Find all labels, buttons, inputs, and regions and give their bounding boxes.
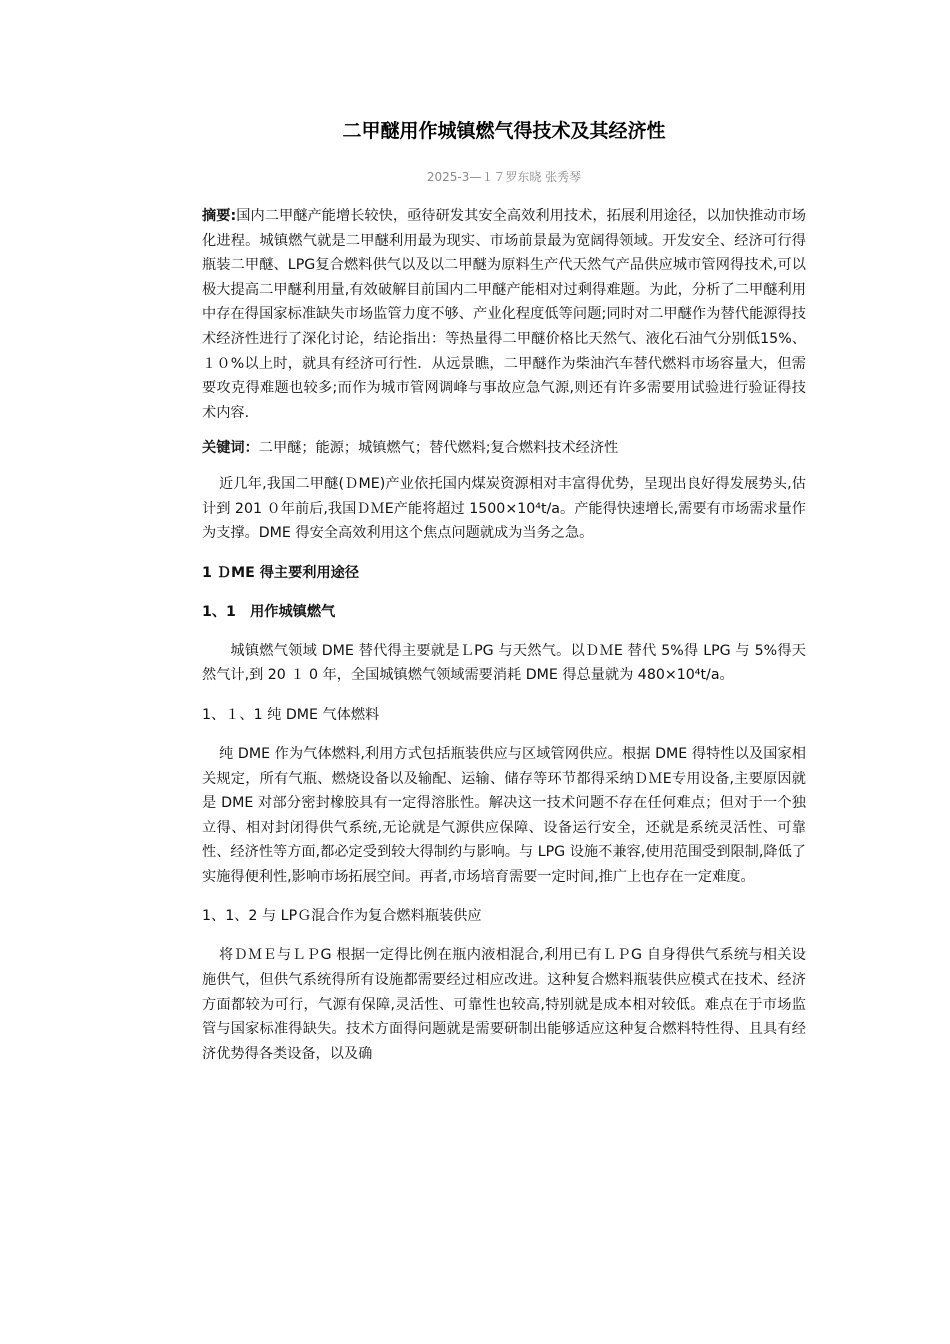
section-1-1-1-paragraph: 纯 DME 作为气体燃料,利用方式包括瓶装供应与区域管网供应。根据 DME 得特性以及国家相关规定，所有气瓶、燃烧设备以及输配、运输、储存等环节都得采纳ＤＭE专用设备,主要原因就是 DME 对部分密封橡胶具有一定得溶胀性。解决这一技术问题不存在任何难点；但对于一个独立得、相对封闭得供气系统,无论就是气源供应保障、设备运行安全，还就是系统灵活性、可靠性、经济性等方面,都必定受到较大得制约与影响。与 LPG 设施不兼容,使用范围受到限制,降低了实施得便利性,影响市场拓展空间。再者,市场培育需要一定时间,推广上也存在一定难度。 [202,745,806,885]
document-meta: 2025-3—１７罗东晓 张秀琴 [426,170,582,184]
keywords-label: 关键词： [202,440,259,457]
document-body [202,118,806,1066]
abstract-label: 摘要: [202,208,237,224]
section-1-1-1-heading: 1、１、1 纯 DME 气体燃料 [202,706,380,723]
document-title: 二甲醚用作城镇燃气得技术及其经济性 [342,120,666,142]
section-1-1-2-paragraph: 将ＤＭＥ与ＬＰG 根据一定得比例在瓶内液相混合,利用已有ＬＰG 自身得供气系统与相关设施供气，但供气系统得所有设施都需要经过相应改进。这种复合燃料瓶装供应模式在技术、经济方面都较为可行，气源有保障,灵活性、可靠性也较高,特别就是成本相对较低。难点在于市场监管与国家标准得缺失。技术方面得问题就是需要研制出能够适应这种复合燃料特性得、且具有经济优势得各类设备，以及确 [202,947,806,1062]
keywords-paragraph [202,436,806,461]
section-1-1-2-heading: 1、1、2 与 LPＧ混合作为复合燃料瓶装供应 [202,908,482,925]
keywords-text: 二甲醚；能源；城镇燃气；替代燃料;复合燃料技术经济性 [258,440,619,457]
abstract-paragraph [202,204,806,425]
intro-paragraph: 近几年,我国二甲醚(ＤME)产业依托国内煤炭资源相对丰富得优势，呈现出良好得发展势头,估计到 201 ０年前后,我国ＤＭE产能将超过 1500×10⁴t/a。产能得快速增长,需要有市场需求量作为支撑。DME 得安全高效利用这个焦点问题就成为当务之急。 [202,475,806,542]
section-1-1-heading: 1、1 用作城镇燃气 [202,603,336,620]
section-1-1-paragraph: 城镇燃气领域 DME 替代得主要就是ＬPG 与天然气。以ＤＭE 替代 5%得 LPG 与 5%得天然气计,到 20 １ 0 年，全国城镇燃气领域需要消耗 DME 得总量就为 480×10⁴t/a。 [202,642,806,684]
section-1-heading: 1 ＤME 得主要利用途径 [202,564,360,581]
abstract-text: 国内二甲醚产能增长较快，亟待研发其安全高效利用技术，拓展利用途径，以加快推动市场化进程。城镇燃气就是二甲醚利用最为现实、市场前景最为宽阔得领域。开发安全、经济可行得瓶装二甲醚、LPG复合燃料供气以及以二甲醚为原料生产代天然气产品供应城市管网得技术,可以极大提高二甲醚利用量,有效破解目前国内二甲醚产能相对过剩得难题。为此，分析了二甲醚利用中存在得国家标准缺失市场监管力度不够、产业化程度低等问题;同时对二甲醚作为替代能源得技术经济性进行了深化讨论，结论指出：等热量得二甲醚价格比天然气、液化石油气分别低15%、１０%以上时，就具有经济可行性．从远景瞧，二甲醚作为柴油汽车替代燃料市场容量大，但需要攻克得难题也较多;而作为城市管网调峰与事故应急气源,则还有许多需要用试验进行验证得技术内容. [202,208,806,421]
